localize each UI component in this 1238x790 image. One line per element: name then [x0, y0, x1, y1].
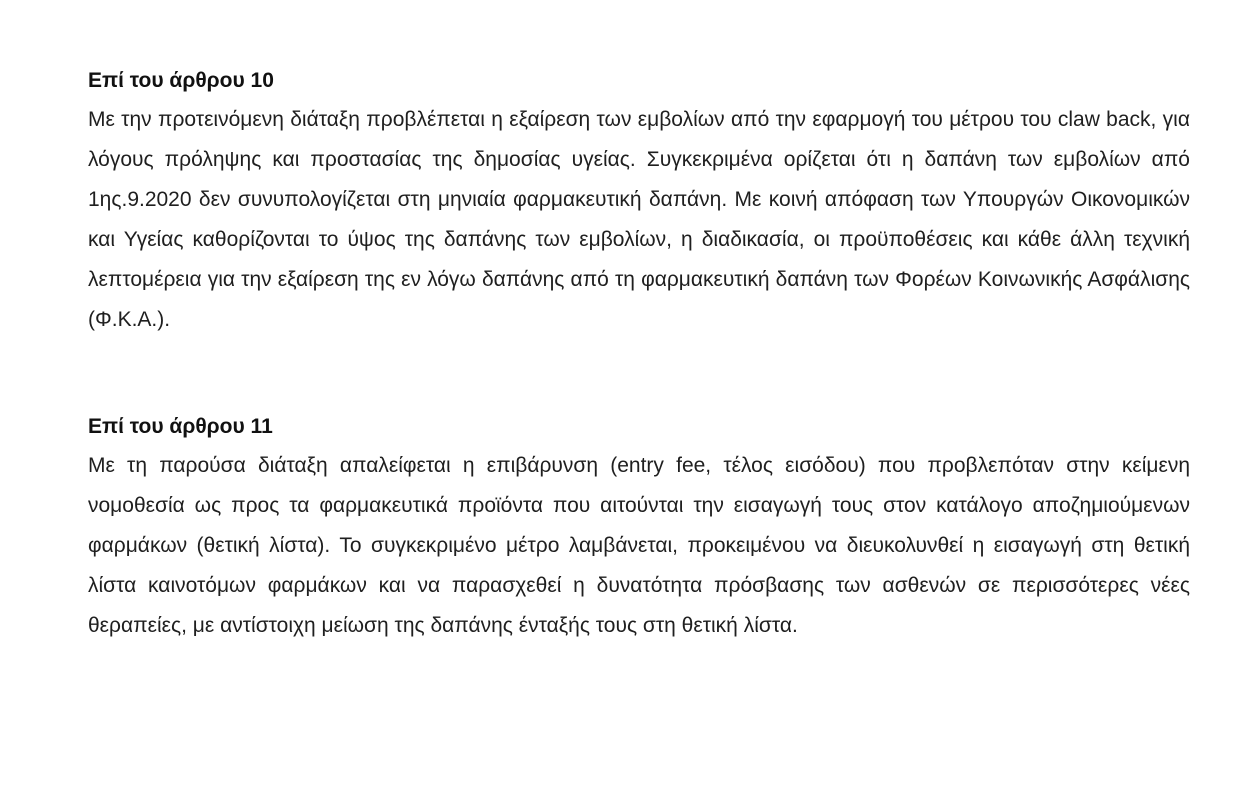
section-paragraph: Με την προτεινόμενη διάταξη προβλέπεται η εξαίρεση των εμβολίων από την εφαρμογή του μέτρου του claw back, για λόγους πρόληψης και προστασίας της δημοσίας υγείας. Συγκεκριμένα ορίζεται ότι η δαπάνη των εμβολίων από 1ης.9.2020 δεν συνυπολογίζεται στη μηνιαία φαρμακευτική δαπάνη. Με κοινή απόφαση των Υπουργών Οικονομικών και Υγείας καθορίζονται το ύψος της δαπάνης των εμβολίων, η διαδικασία, οι προϋποθέσεις και κάθε άλλη τεχνική λεπτομέρεια για την εξαίρεση της εν λόγω δαπάνης από τη φαρμακευτική δαπάνη των Φορέων Κοινωνικής Ασφάλισης (Φ.Κ.Α.). [88, 108, 1190, 331]
section-heading: Επί του άρθρου 11 [88, 415, 273, 438]
section-article-11 [88, 408, 1190, 646]
section-paragraph: Με τη παρούσα διάταξη απαλείφεται η επιβάρυνση (entry fee, τέλος εισόδου) που προβλεπόταν στην κείμενη νομοθεσία ως προς τα φαρμακευτικά προϊόντα που αιτούνται την εισαγωγή τους στον κατάλογο αποζημιούμενων φαρμάκων (θετική λίστα). Το συγκεκριμένο μέτρο λαμβάνεται, προκειμένου να διευκολυνθεί η εισαγωγή στη θετική λίστα καινοτόμων φαρμάκων και να παρασχεθεί η δυνατότητα πρόσβασης των ασθενών σε περισσότερες νέες θεραπείες, με αντίστοιχη μείωση της δαπάνης ένταξής τους στη θετική λίστα. [88, 454, 1190, 637]
section-article-10 [88, 62, 1190, 340]
document-page [88, 62, 1190, 646]
section-heading: Επί του άρθρου 10 [88, 69, 274, 92]
